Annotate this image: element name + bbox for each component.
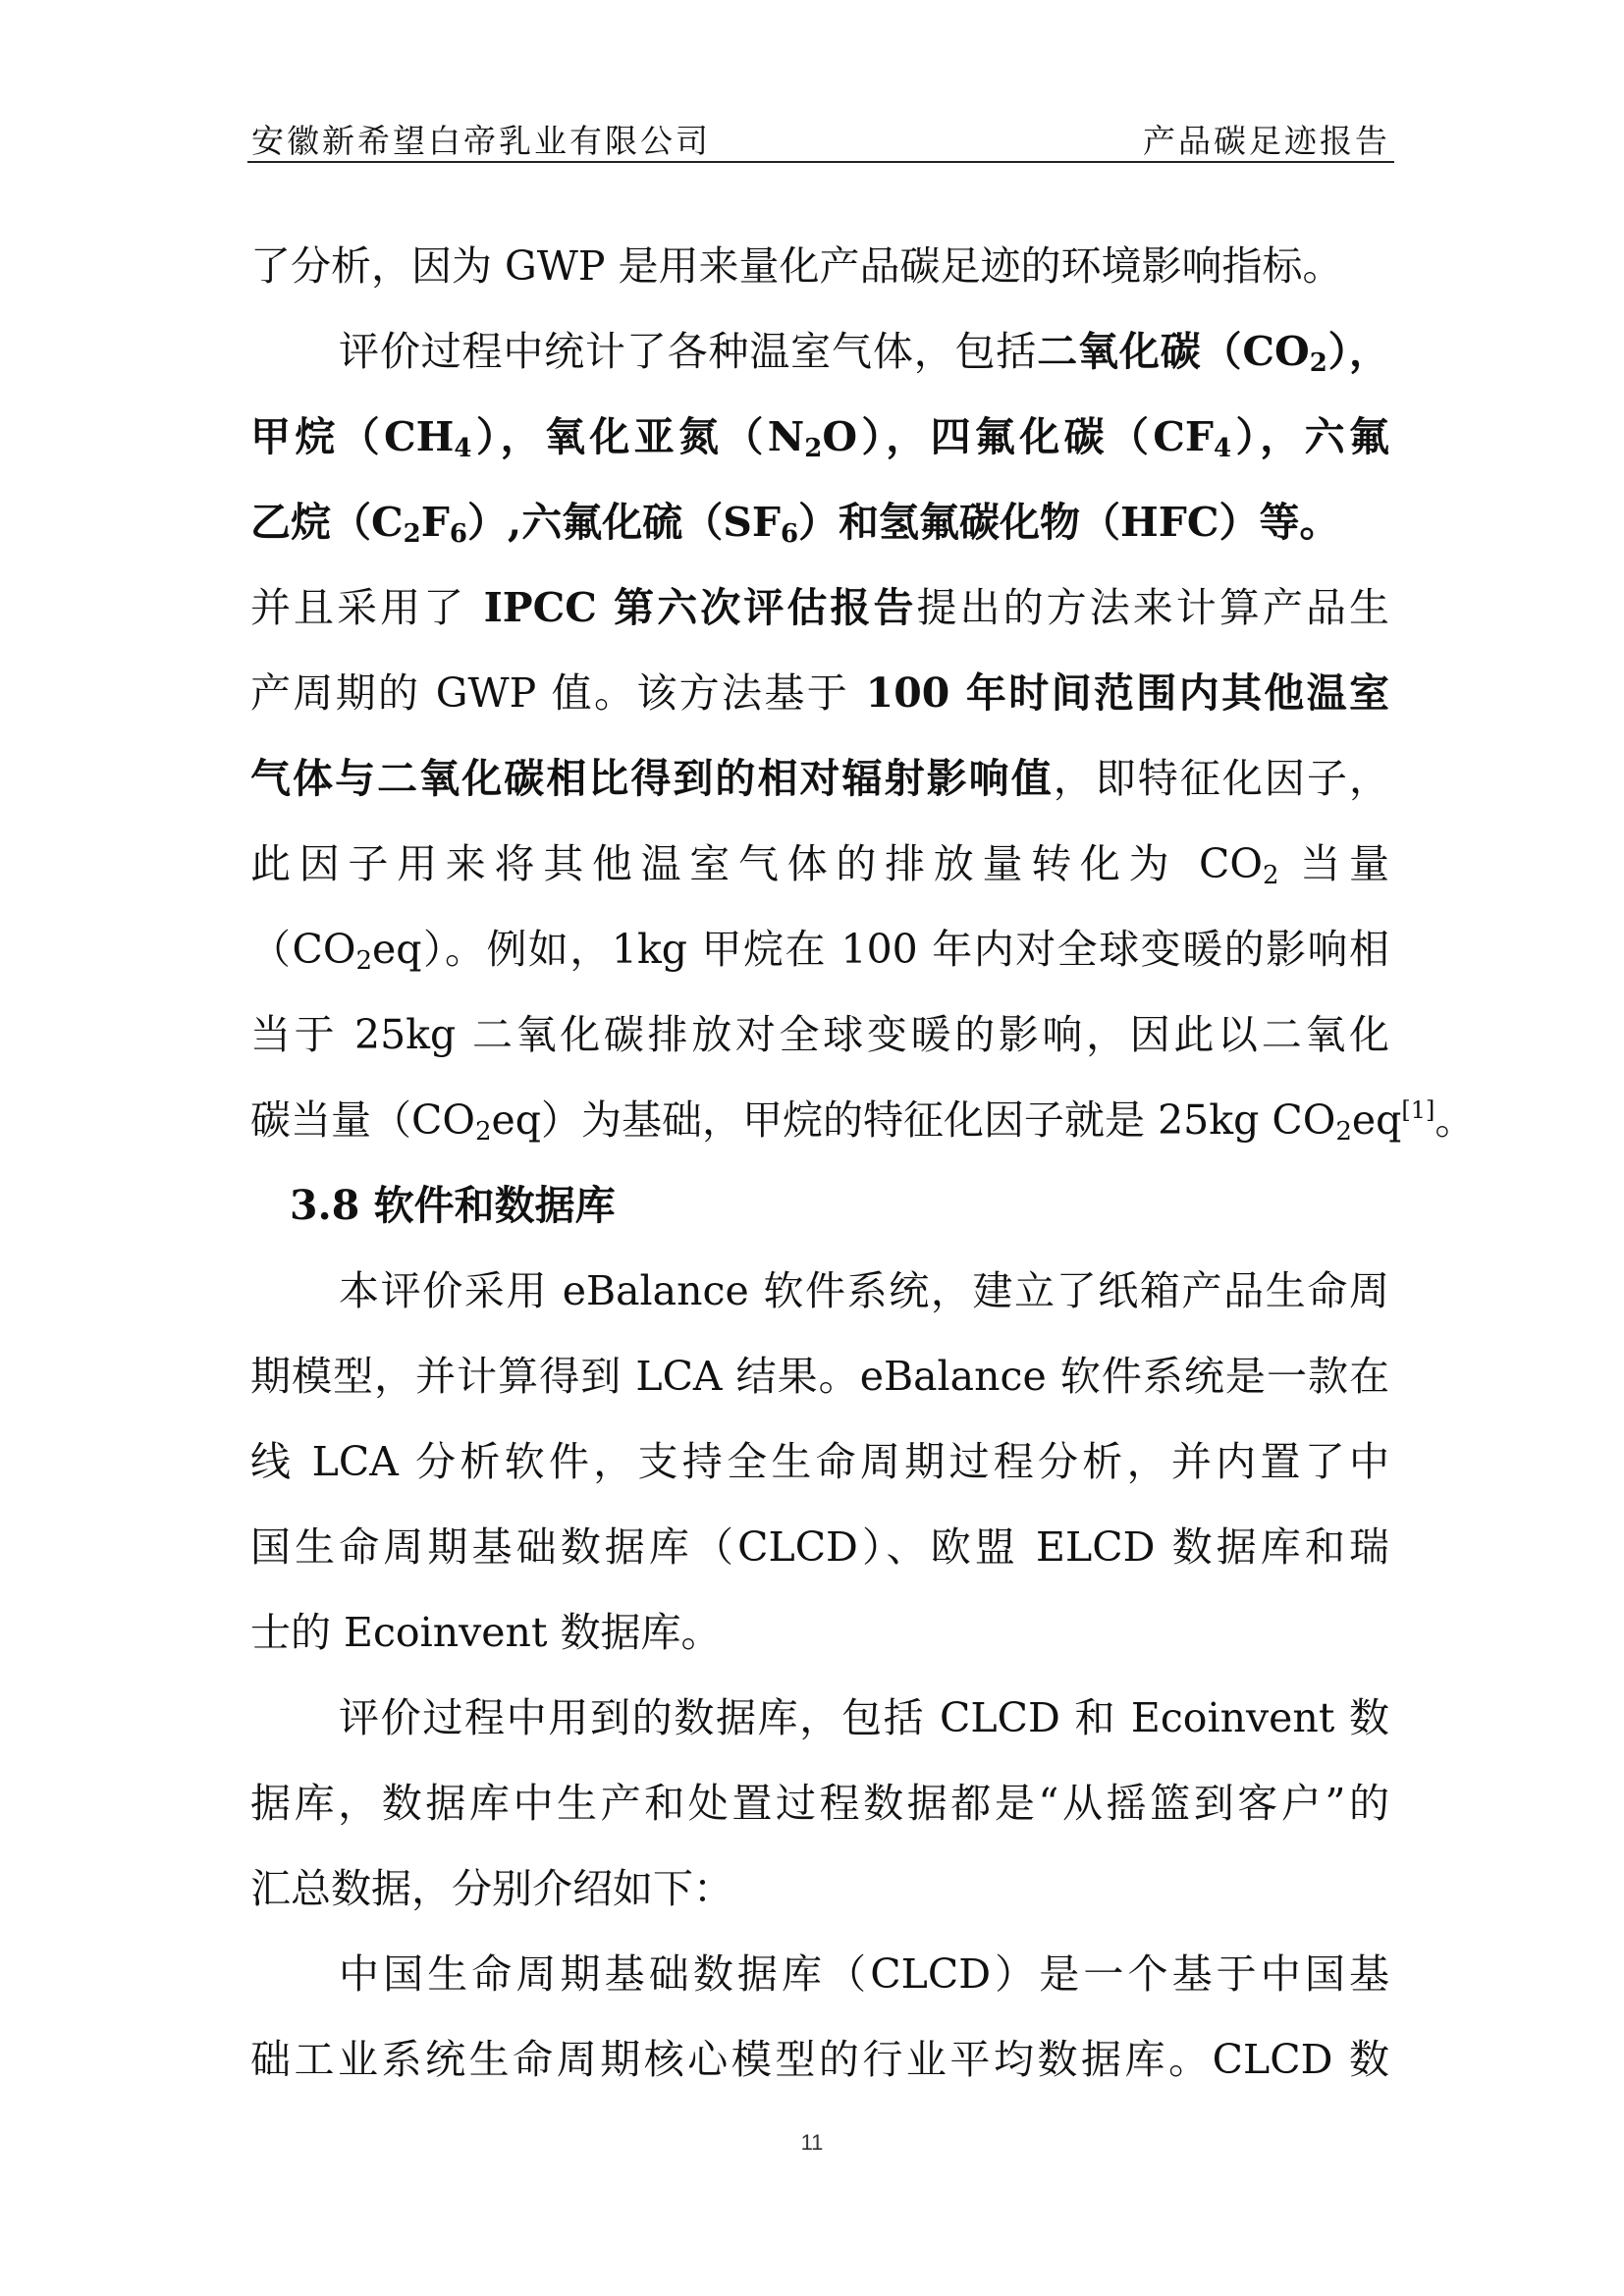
paragraph-line: 评价过程中统计了各种温室气体，包括二氧化碳$(CO_2)$， bbox=[339, 328, 1389, 378]
header-company-name: 安徽新希望白帝乳业有限公司 bbox=[251, 122, 711, 160]
paragraph-line: 士的 Ecoinvent 数据库。 bbox=[250, 1609, 722, 1656]
paragraph-line: 碳当量$(CO_2eq)$为基础，甲烷的特征化因子就是 25kg $CO_2eq[1]$。 bbox=[250, 1096, 1476, 1147]
section-heading: 3.8 软件和数据库 bbox=[290, 1182, 616, 1229]
header-divider bbox=[247, 161, 1394, 163]
paragraph-line: 中国生命周期基础数据库（CLCD）是一个基于中国基 bbox=[339, 1950, 1389, 1998]
paragraph-line: 甲烷$(CH_4)$，氧化亚氮$(N_2O)$，四氟化碳$(CF_4)$，六氟 bbox=[250, 413, 1389, 463]
header-report-title: 产品碳足迹报告 bbox=[1143, 122, 1390, 160]
page-number: 11 bbox=[800, 2130, 824, 2155]
paragraph-line: 了分析，因为 GWP 是用来量化产品碳足迹的环境影响指标。 bbox=[250, 242, 1343, 290]
paragraph-line: 此因子用来将其他温室气体的排放量转化为 $CO_2$ 当量 bbox=[250, 840, 1389, 890]
paragraph-line: 气体与二氧化碳相比得到的相对辐射影响值，即特征化因子， bbox=[250, 755, 1390, 802]
paragraph-line: 期模型，并计算得到 LCA 结果。eBalance 软件系统是一款在 bbox=[250, 1353, 1389, 1400]
paragraph-line: 国生命周期基础数据库（CLCD）、欧盟 ELCD 数据库和瑞 bbox=[250, 1523, 1389, 1571]
paragraph-line: 产周期的 GWP 值。该方法基于 100 年时间范围内其他温室 bbox=[250, 669, 1389, 717]
paragraph-line: 并且采用了 IPCC 第六次评估报告提出的方法来计算产品生 bbox=[250, 584, 1390, 631]
paragraph-line: 础工业系统生命周期核心模型的行业平均数据库。CLCD 数 bbox=[250, 2036, 1389, 2083]
paragraph-line: 线 LCA 分析软件，支持全生命周期过程分析，并内置了中 bbox=[250, 1438, 1389, 1485]
paragraph-line: 本评价采用 eBalance 软件系统，建立了纸箱产品生命周 bbox=[339, 1267, 1389, 1314]
page-body bbox=[250, 224, 1476, 2103]
paragraph-line: 据库，数据库中生产和处置过程数据都是“从摇篮到客户”的 bbox=[250, 1780, 1389, 1827]
page-header bbox=[247, 116, 1394, 161]
paragraph-line: 乙烷$(C_2F_6)$,六氟化硫$(SF_6)$和氢氟碳化物（HFC）等。 bbox=[250, 499, 1340, 549]
paragraph-line: 评价过程中用到的数据库，包括 CLCD 和 Ecoinvent 数 bbox=[339, 1694, 1389, 1741]
paragraph-line: 汇总数据，分别介绍如下： bbox=[250, 1865, 733, 1912]
citation-reference[interactable]: [1] bbox=[1401, 1096, 1435, 1124]
paragraph-line: $(CO_2eq)$。例如，1kg 甲烷在 100 年内对全球变暖的影响相 bbox=[250, 926, 1389, 976]
paragraph-line: 当于 25kg 二氧化碳排放对全球变暖的影响，因此以二氧化 bbox=[250, 1011, 1389, 1058]
